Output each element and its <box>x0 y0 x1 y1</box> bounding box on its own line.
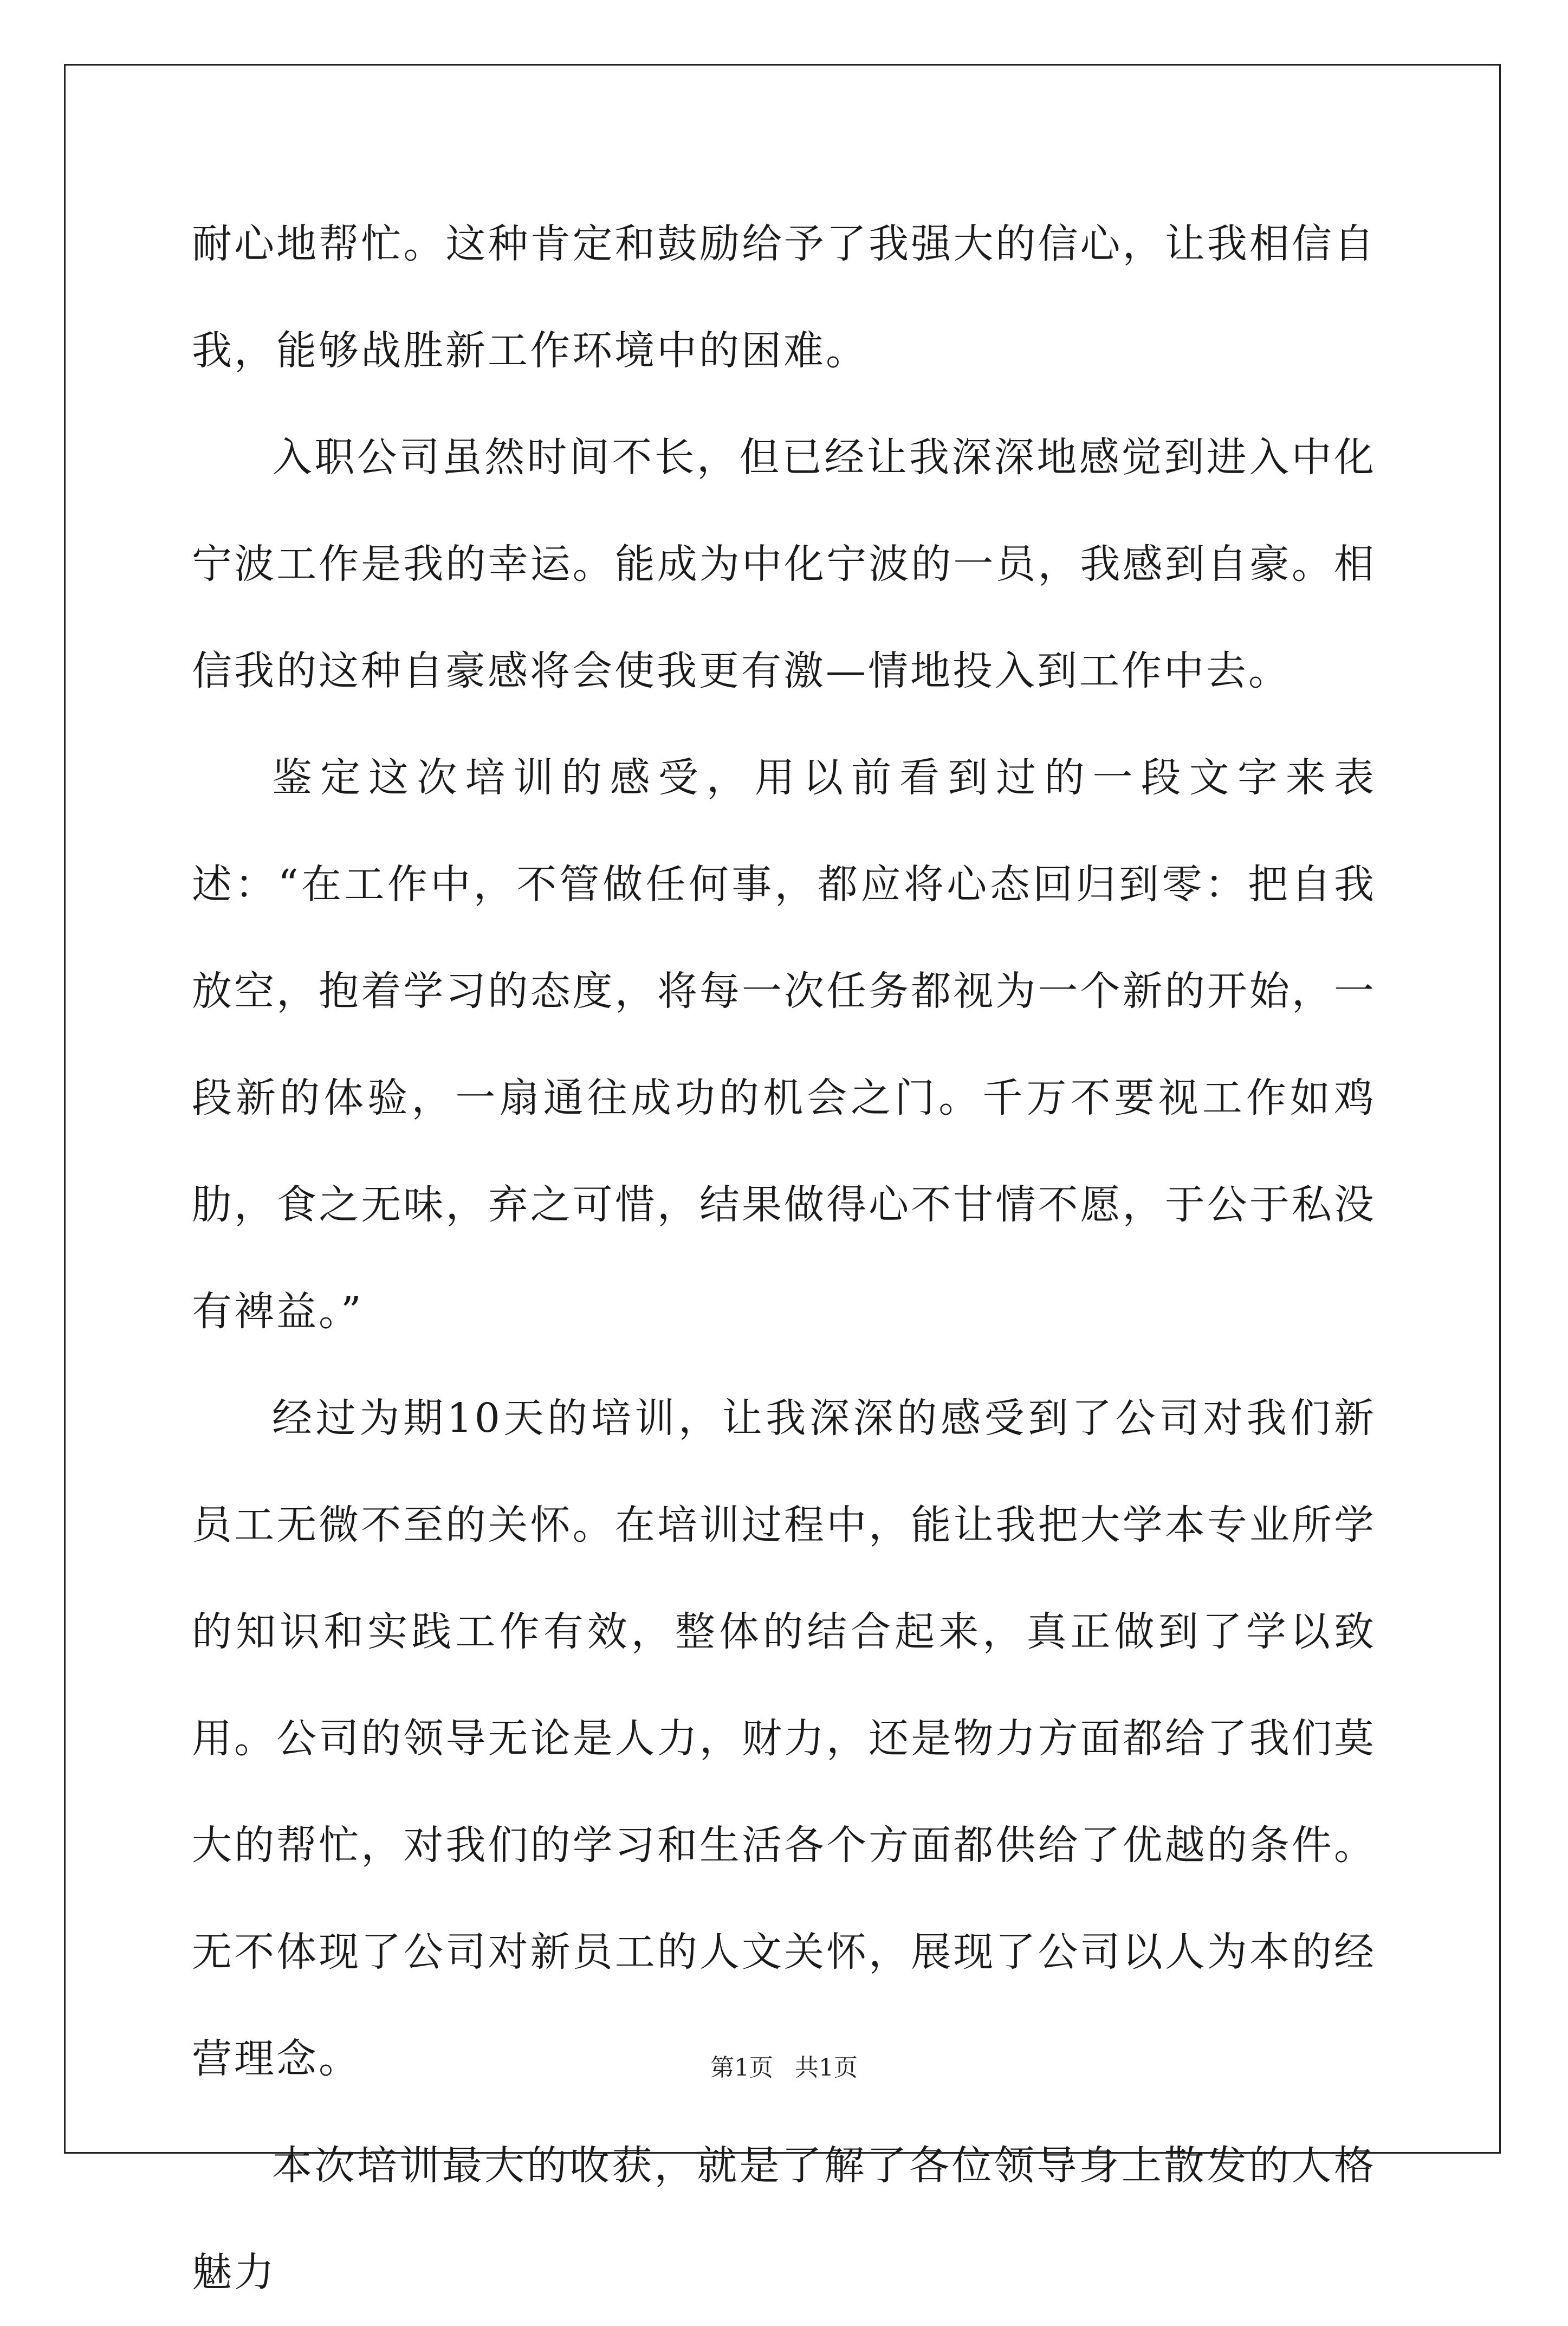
paragraph-5: 本次培训最大的收获，就是了解了各位领导身上散发的人格魅力 <box>192 2142 1376 2296</box>
paragraph-2: 入职公司虽然时间不长，但已经让我深深地感觉到进入中化宁波工作是我的幸运。能成为中化宁波的一员，我感到自豪。相信我的这种自豪感将会使我更有激—情地投入到工作中去。 <box>192 434 1376 694</box>
page-footer <box>0 2052 1568 2084</box>
page-number: 第1页 <box>710 2054 773 2082</box>
paragraph-3: 鉴定这次培训的感受，用以前看到过的一段文字来表述：“在工作中，不管做任何事，都应将心态回归到零：把自我放空，抱着学习的态度，将每一次任务都视为一个新的开始，一段新的体验，一扇通往成功的机会之门。千万不要视工作如鸡肋，食之无味，弃之可惜，结果做得心不甘情不愿，于公于私没有裨益。” <box>192 754 1376 1335</box>
paragraph-4: 经过为期10天的培训，让我深深的感受到了公司对我们新员工无微不至的关怀。在培训过程中，能让我把大学本专业所学的知识和实践工作有效，整体的结合起来，真正做到了学以致用。公司的领导无论是人力，财力，还是物力方面都给了我们莫大的帮忙，对我们的学习和生活各个方面都供给了优越的条件。无不体现了公司对新员工的人文关怀，展现了公司以人为本的经营理念。 <box>192 1395 1376 2082</box>
page-total: 共1页 <box>795 2054 858 2082</box>
paragraph-1: 耐心地帮忙。这种肯定和鼓励给予了我强大的信心，让我相信自我，能够战胜新工作环境中的困难。 <box>192 221 1376 374</box>
document-body <box>192 191 1376 2326</box>
